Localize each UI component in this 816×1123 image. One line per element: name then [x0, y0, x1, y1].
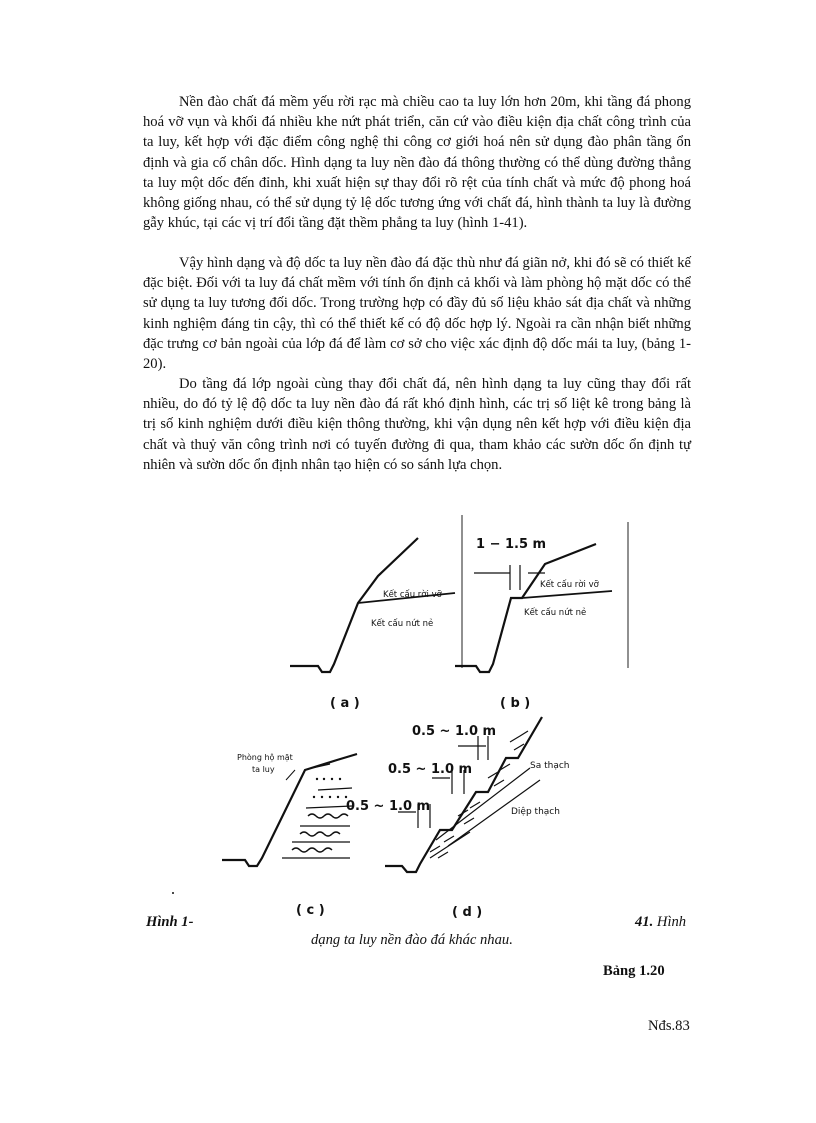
label-c-note-2: ta luy	[252, 765, 275, 774]
dim-d1: 0.5 ~ 1.0 m	[412, 724, 497, 739]
leader-c	[286, 770, 295, 780]
label-c: ( c )	[296, 903, 325, 918]
diagram-c	[222, 754, 357, 866]
dim-b: 1 − 1.5 m	[476, 537, 547, 552]
caption-word: Hình	[653, 914, 687, 930]
dim-d1-marks	[458, 736, 488, 760]
label-a-upper: Kết cấu rời vỡ	[383, 590, 442, 600]
caption-prefix: Hình 1-	[146, 914, 194, 930]
label-b-lower: Kết cấu nứt nẻ	[524, 608, 587, 618]
caption-line-2: dạng ta luy nền đào đá khác nhau.	[311, 932, 513, 948]
page-number: Nđs.83	[648, 1018, 690, 1034]
paragraph-2: Vậy hình dạng và độ dốc ta luy nền đào đá đặc thù như đá giãn nở, khi đó sẽ có thiết kế đặc biệt. Đối với ta luy đá chất mềm với tính ổn định cả khối và làm phòng hộ mặt dốc có thể sử dụng ta luy tương đối dốc. Trong trường hợp có đầy đủ số liệu khảo sát địa chất và những kinh nghiệm đáng tin cậy, thì có thể thiết kế có độ dốc hợp lý. Ngoài ra cần nhận biết những đặc trưng cơ bản ngoài của lớp đá để làm cơ sở cho việc xác định độ dốc mái ta luy, (bảng 1-20).	[143, 255, 691, 373]
paragraph-1: Nền đào chất đá mềm yếu rời rạc mà chiều cao ta luy lớn hơn 20m, khi tầng đá phong hoá vỡ vụn và khối đá nhiều khe nứt phát triển, căn cứ vào điều kiện địa chất công trình của ta luy, kết hợp với đặc điểm công nghệ thi công cơ giới hoá nên sử dụng đào phân tầng ổn định và gia cố chân dốc. Hình dạng ta luy nền đào đá thông thường có thể dùng đường thẳng ta luy một dốc đến đỉnh, khi xuất hiện sự thay đổi rõ rệt của tính chất và mức độ phong hoá không giống nhau, có thể sử dụng tỷ lệ dốc tương ứng với chất đá, hình thành ta luy là đường gẫy khúc, tại các vị trí đổi tầng đặt thềm phẳng ta luy (hình 1-41).	[143, 94, 691, 232]
label-a: ( a )	[330, 696, 360, 711]
slope-d-hatching	[430, 731, 528, 858]
stray-dot	[172, 892, 174, 894]
label-d-rock-1: Sa thạch	[530, 761, 570, 771]
slope-a-line	[290, 538, 418, 672]
caption-number-group	[635, 914, 686, 931]
dim-d2: 0.5 ~ 1.0 m	[388, 762, 473, 777]
diagram-a	[290, 538, 455, 672]
label-b-upper: Kết cấu rời vỡ	[540, 580, 599, 590]
table-label: Bảng 1.20	[603, 963, 665, 979]
label-d: ( d )	[452, 905, 483, 920]
dim-ticks-b	[510, 565, 520, 590]
label-c-note-1: Phòng hộ mặt	[237, 753, 293, 762]
slope-c-line	[222, 754, 357, 866]
label-b: ( b )	[500, 696, 531, 711]
dim-d3: 0.5 ~ 1.0 m	[346, 799, 431, 814]
label-a-lower: Kết cấu nứt nẻ	[371, 619, 434, 629]
diagram-d	[385, 717, 542, 872]
label-d-rock-2: Diệp thạch	[511, 807, 560, 817]
caption-number: 41.	[635, 914, 654, 930]
layer-boundary-b	[522, 591, 612, 598]
paragraph-3: Do tầng đá lớp ngoài cùng thay đổi chất đá, nên hình dạng ta luy cũng thay đổi rất nhiều, do đó tỷ lệ độ dốc ta luy nền đào đá rất khó định hình, các trị số liệt kê trong bảng là trị số kinh nghiệm dưới điều kiện thông thường, khi vận dụng nên kết hợp với điều kiện địa chất và thuỷ văn công trình nơi có tuyến đường đi qua, tham khảo các sườn dốc ổn định tự nhiên và sườn dốc ổn định nhân tạo hiện có so sánh lựa chọn.	[143, 376, 691, 473]
slope-d-line	[385, 717, 542, 872]
